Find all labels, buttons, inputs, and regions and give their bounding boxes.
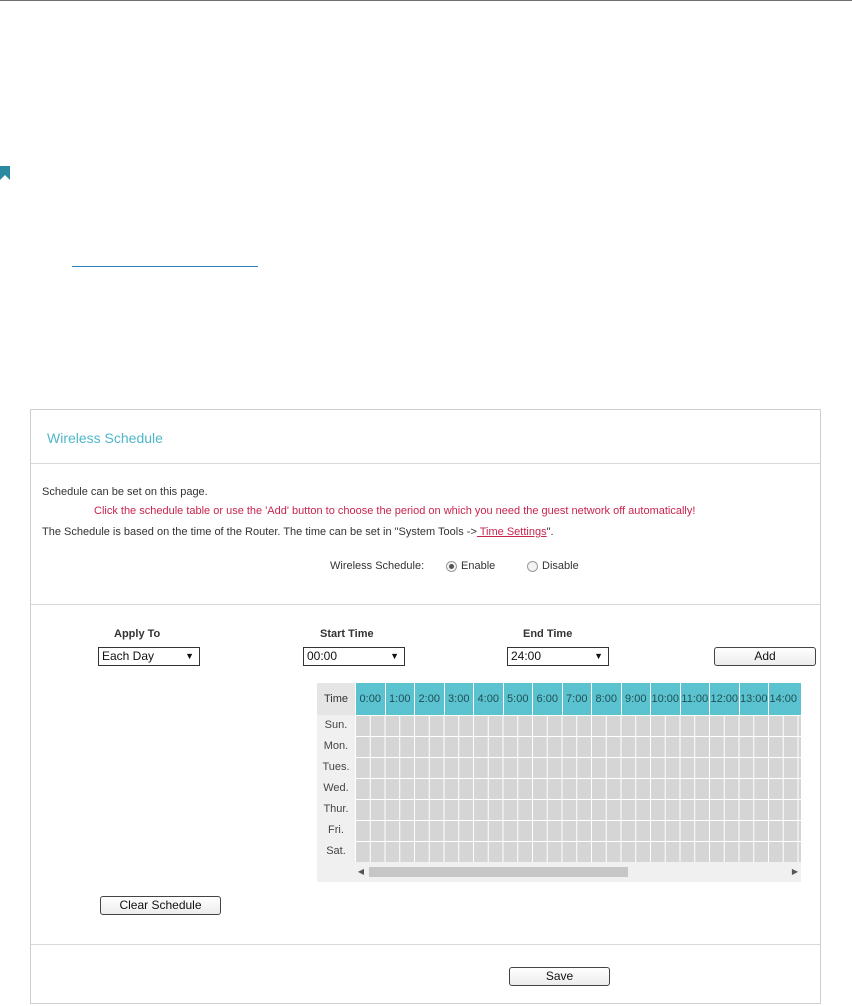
save-button[interactable]: Save (509, 967, 610, 986)
disable-radio[interactable] (527, 561, 538, 572)
time-header: Time (317, 683, 355, 715)
end-time-value: 24:00 (511, 649, 542, 663)
hour-header-row (355, 683, 801, 715)
scrollbar-thumb[interactable] (369, 867, 628, 877)
hour-header: 1:00 (385, 683, 415, 715)
enable-radio[interactable] (446, 561, 457, 572)
end-time-select[interactable] (507, 647, 609, 666)
hour-header: 12:00 (709, 683, 739, 715)
hour-header: 5:00 (503, 683, 533, 715)
hour-header: 10:00 (650, 683, 680, 715)
hour-header: 0:00 (355, 683, 385, 715)
clear-schedule-button[interactable]: Clear Schedule (100, 896, 221, 915)
apply-to-label: Apply To (114, 628, 161, 640)
horizontal-scrollbar[interactable] (355, 865, 801, 879)
hour-header: 9:00 (621, 683, 651, 715)
hour-header: 3:00 (444, 683, 474, 715)
hour-header: 11:00 (680, 683, 710, 715)
schedule-grid[interactable] (355, 715, 801, 862)
enable-label[interactable]: Enable (461, 560, 496, 572)
disable-label[interactable]: Disable (542, 560, 579, 572)
hour-header: 13:00 (739, 683, 769, 715)
time-note-suffix: ". (546, 526, 554, 538)
instruction-text: Click the schedule table or use the 'Add' button to choose the period on which you need the guest network off automatically! (94, 505, 696, 517)
schedule-table (317, 683, 801, 882)
day-label: Wed. (323, 782, 349, 794)
end-time-label: End Time (523, 628, 573, 640)
apply-to-select[interactable] (98, 647, 200, 666)
time-note-prefix: The Schedule is based on the time of the Router. The time can be set in "System Tools -> (42, 526, 477, 538)
hour-header: 14:00 (768, 683, 798, 715)
top-rule (0, 0, 852, 1)
panel-title: Wireless Schedule (47, 430, 163, 446)
day-label: Sun. (324, 719, 348, 731)
start-time-label: Start Time (320, 628, 374, 640)
day-label: Mon. (323, 740, 349, 752)
divider (31, 604, 820, 605)
hour-header: 7:00 (562, 683, 592, 715)
hour-header: 4:00 (473, 683, 503, 715)
document-link-underline[interactable] (72, 266, 258, 267)
intro-text: Schedule can be set on this page. (42, 486, 208, 498)
hour-header: 8:00 (591, 683, 621, 715)
dropdown-arrow-icon: ▼ (185, 651, 194, 661)
arrow-right-icon[interactable]: ▶ (791, 867, 799, 876)
hour-header: 2:00 (414, 683, 444, 715)
start-time-select[interactable] (303, 647, 405, 666)
day-label: Fri. (328, 824, 344, 836)
day-label: Tues. (322, 761, 350, 773)
wireless-schedule-panel (30, 409, 821, 1004)
divider (31, 463, 820, 464)
arrow-left-icon[interactable]: ◀ (357, 867, 365, 876)
add-button[interactable]: Add (714, 647, 816, 666)
time-note (42, 526, 554, 538)
hour-header: 6:00 (532, 683, 562, 715)
day-label: Thur. (323, 803, 349, 815)
time-settings-link[interactable]: Time Settings (476, 526, 547, 538)
day-label: Sat. (326, 845, 346, 857)
apply-to-value: Each Day (102, 649, 155, 663)
wireless-schedule-label: Wireless Schedule: (330, 560, 425, 572)
divider (31, 944, 820, 945)
dropdown-arrow-icon: ▼ (594, 651, 603, 661)
start-time-value: 00:00 (307, 649, 338, 663)
dropdown-arrow-icon: ▼ (390, 651, 399, 661)
